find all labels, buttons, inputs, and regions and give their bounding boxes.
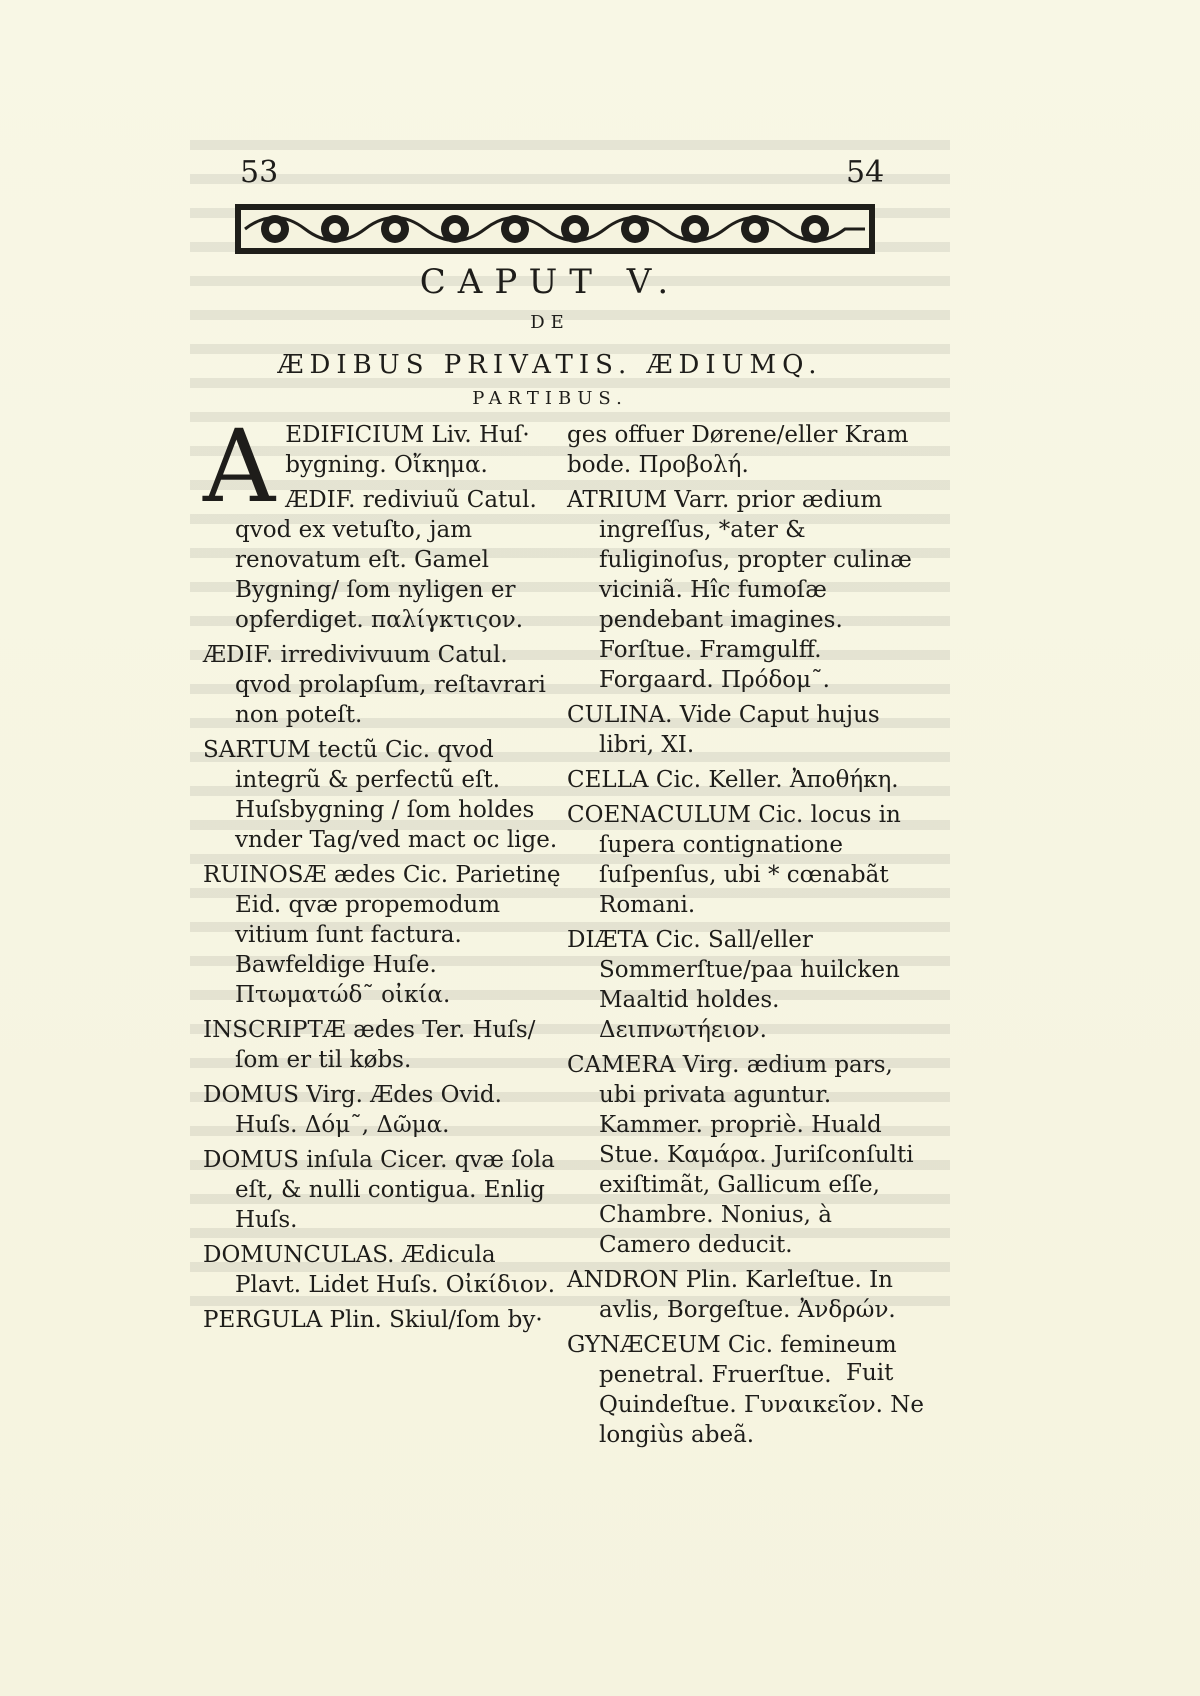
entry-aedificium — [203, 408, 563, 525]
entry-domunculas: DOMUNCULAS. Ædicula Plavt. Lidet Huſs. Οἰκίδιον. — [203, 1242, 556, 1298]
ornamental-headpiece — [235, 198, 875, 260]
entry-camera: CAMERA Virg. ædium pars, ubi privata aguntur. Kammer. propriè. Huald Stue. Καμάρα. Juriſconſulti exiſtimãt, Gallicum eſſe, Chambre. Nonius, à Camero deducit. — [567, 1052, 914, 1258]
entry-domus: DOMUS Virg. Ædes Ovid. Huſs. Δόμ῀, Δῶμα. — [203, 1082, 502, 1138]
chapter-title: ÆDIBUS PRIVATIS. ÆDIUMQ. — [277, 350, 823, 380]
chapter-heading: CAPUT V. — [419, 262, 681, 302]
entry-domus-insula: DOMUS inſula Cicer. qvæ ſola eſt, & nulli contigua. Enlig Huſs. — [203, 1147, 555, 1233]
entry-aedif-irredivivum: ÆDIF. irredivivuum Catul. qvod prolapſum, reſtavrari non poteſt. — [203, 642, 546, 728]
entry-pergula-cont: ges offuer Dørene/eller Kram bode. Προβολή. — [567, 422, 909, 478]
page-number-right: 54 — [846, 155, 885, 190]
entry-gynaeceum: GYNÆCEUM Cic. femineum penetral. Fruerſtue. Quindeſtue. Γυναικεῖον. Ne longiùs abeã. — [567, 1332, 924, 1448]
entry-pergula: PERGULA Plin. Skiul/ſom by· — [203, 1307, 543, 1333]
entry-ruinosae: RUINOSÆ ædes Cic. Parietinę Eid. qvæ propemodum vitium ſunt factura. Bawfeldige Huſe. Πτωματώδ῀ οἰκία. — [203, 862, 561, 1008]
catchword: Fuit — [846, 1360, 894, 1386]
chapter-subtitle: PARTIBUS. — [472, 388, 628, 409]
entry-inscriptae: INSCRIPTÆ ædes Ter. Huſs/ ſom er til købs. — [203, 1017, 536, 1073]
entry-text: EDIFICIUM Liv. Huſ· bygning. Οἴκημα. — [285, 422, 530, 478]
entry-sartum: SARTUM tectũ Cic. qvod integrũ & perfectũ eſt. Huſsbygning / ſom holdes vnder Tag/ved mact oc lige. — [203, 737, 558, 853]
entry-atrium: ATRIUM Varr. prior ædium ingreſſus, *ater & fuliginoſus, propter culinæ viciniã. Hîc fumoſæ pendebant imagines. Forſtue. Framgulff. Forgaard. Πρόδομ῀. — [567, 487, 912, 693]
entry-coenaculum: COENACULUM Cic. locus in ſupera contignatione ſuſpenſus, ubi * cœnabãt Romani. — [567, 802, 901, 918]
entry-diaeta: DIÆTA Cic. Sall/eller Sommerſtue/paa huilcken Maaltid holdes. Δειπνωτήειον. — [567, 927, 900, 1043]
entry-cella: CELLA Cic. Keller. Ἀποθήκη. — [567, 767, 899, 793]
heading-de: DE — [530, 312, 570, 333]
entry-andron: ANDRON Plin. Karleſtue. In avlis, Borgeſtue. Ἀνδρών. — [567, 1267, 896, 1323]
page-number-left: 53 — [240, 155, 279, 190]
left-column — [203, 408, 563, 1340]
drop-cap: A — [203, 408, 276, 525]
right-column — [567, 420, 927, 1455]
entry-culina: CULINA. Vide Caput hujus libri, XI. — [567, 702, 880, 758]
entry-aedif-redivivum: ÆDIF. rediviuũ Catul. qvod ex vetuſto, jam renovatum eſt. Gamel Bygning/ ſom nyligen er opferdiget. παλίγκτιςον. — [235, 487, 537, 633]
